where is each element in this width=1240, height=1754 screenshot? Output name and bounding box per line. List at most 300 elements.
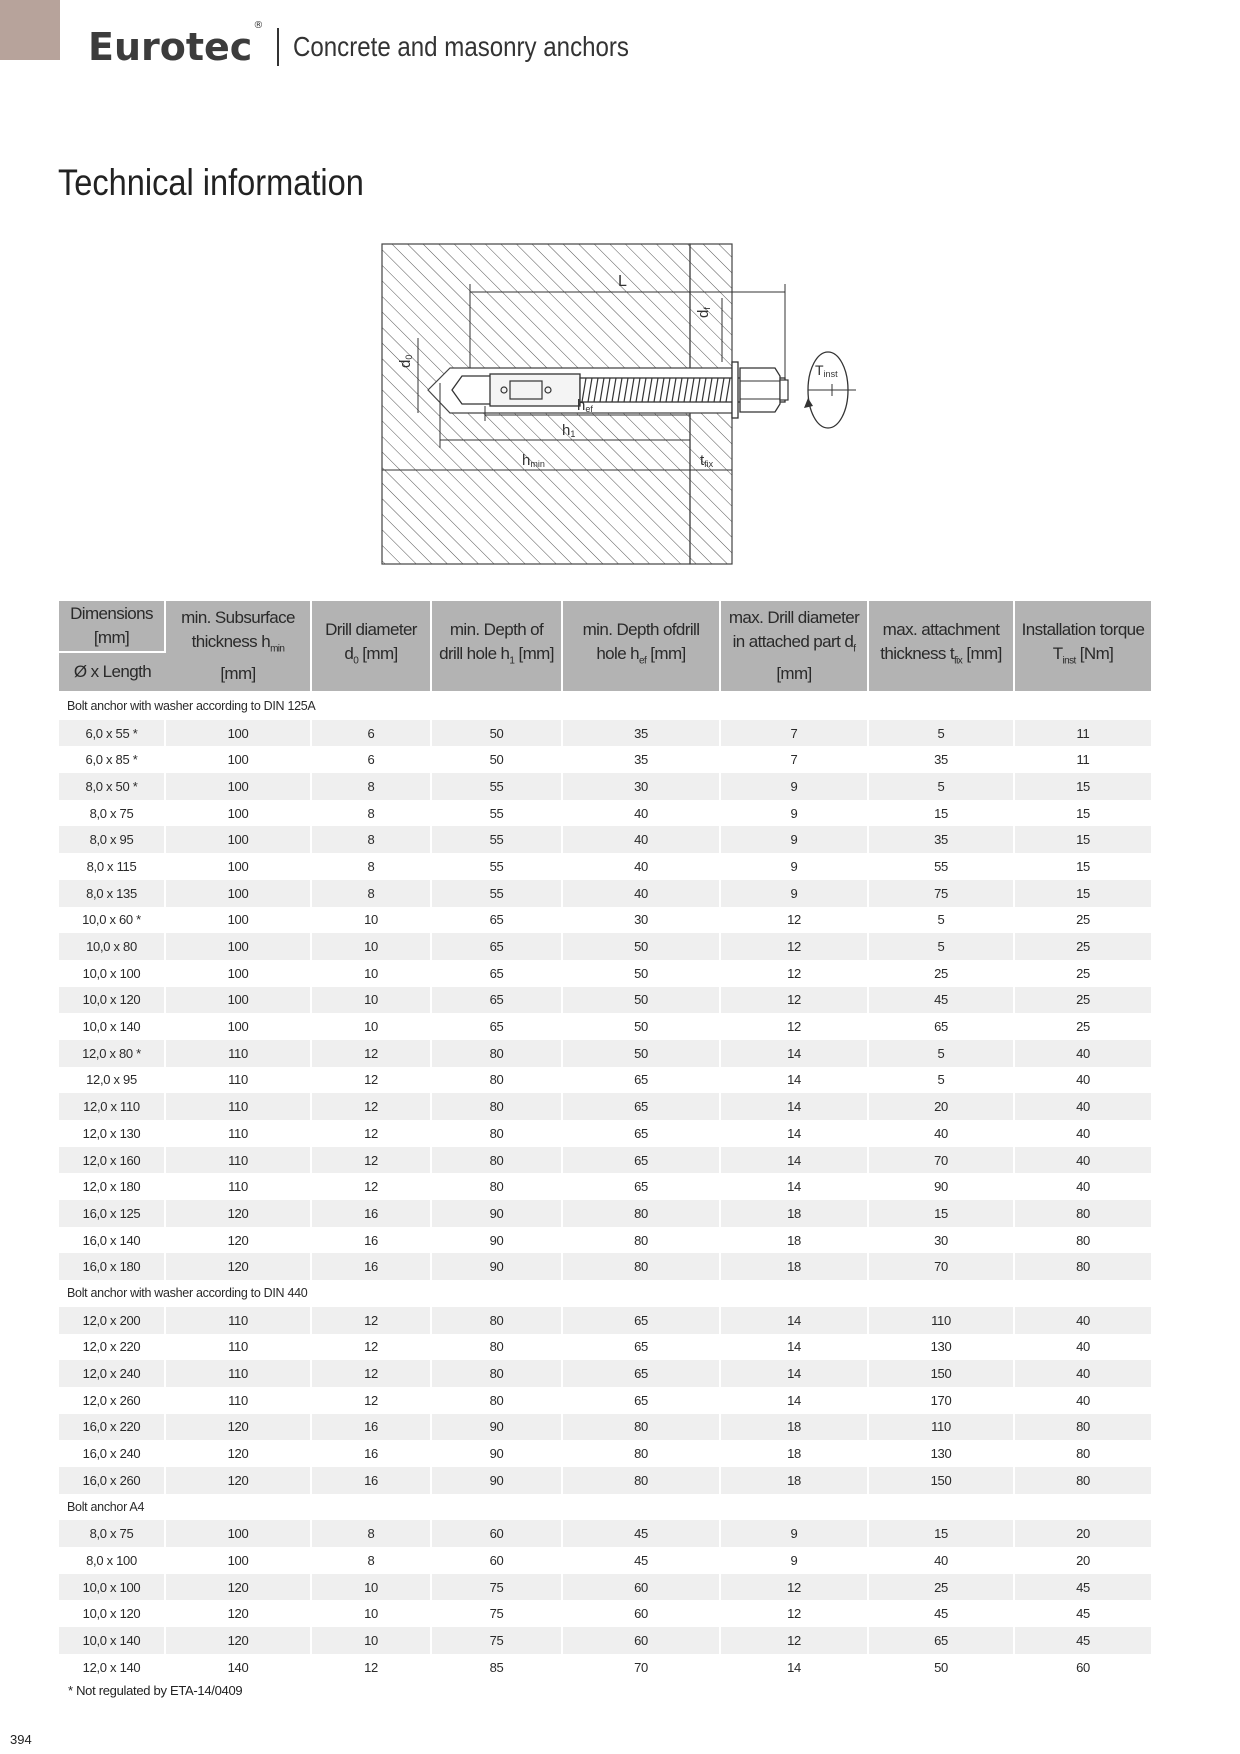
cell-max-attachment-thickness: 15	[869, 1520, 1015, 1547]
cell-effective-depth: 65	[563, 1334, 721, 1361]
cell-installation-torque: 45	[1076, 1606, 1090, 1622]
cell-max-drill-diameter: 14	[721, 1307, 869, 1334]
cell-max-drill-diameter: 18	[721, 1467, 869, 1494]
cell-drill-hole-depth: 60	[432, 1520, 563, 1547]
cell-max-drill-diameter: 14	[721, 1067, 869, 1094]
cell-max-attachment-thickness: 5	[869, 907, 1015, 934]
cell-effective-depth: 70	[563, 1654, 721, 1681]
cell-effective-depth: 60	[563, 1600, 721, 1627]
cell-subsurface-thickness: 140	[166, 1654, 312, 1681]
cell-drill-diameter: 8	[312, 853, 432, 880]
cell-dimension: 8,0 x 75	[59, 1520, 166, 1547]
cell-drill-hole-depth: 65	[432, 933, 563, 960]
table-row	[59, 1040, 1151, 1067]
cell-drill-diameter: 16	[312, 1253, 432, 1280]
cell-max-drill-diameter: 14	[721, 1093, 869, 1120]
cell-max-drill-diameter: 9	[721, 826, 869, 853]
cell-dimension: 16,0 x 140	[59, 1227, 166, 1254]
cell-drill-diameter: 12	[312, 1147, 432, 1174]
cell-max-drill-diameter: 12	[721, 1600, 869, 1627]
cell-installation-torque: 40	[1076, 1339, 1090, 1355]
cell-dimension: 16,0 x 125	[59, 1200, 166, 1227]
cell-max-attachment-thickness: 5	[869, 720, 1015, 747]
cell-effective-depth: 50	[563, 987, 721, 1014]
cell-drill-diameter: 12	[312, 1307, 432, 1334]
cell-subsurface-thickness: 110	[166, 1067, 312, 1094]
cell-dimension: 8,0 x 115	[59, 853, 166, 880]
cell-max-drill-diameter: 14	[721, 1387, 869, 1414]
section-title: Bolt anchor with washer according to DIN 440	[59, 1280, 1151, 1307]
cell-effective-depth: 40	[563, 880, 721, 907]
page-title: Technical information	[58, 162, 364, 203]
cell-max-attachment-thickness: 30	[869, 1227, 1015, 1254]
cell-installation-torque: 40	[1015, 1040, 1151, 1067]
page-number: 394	[10, 1732, 32, 1747]
cell-max-attachment-thickness: 75	[869, 880, 1015, 907]
cell-max-drill-diameter: 9	[721, 773, 869, 800]
cell-dimension: 6,0 x 55 *	[59, 720, 166, 747]
cell-drill-hole-depth: 65	[432, 960, 563, 987]
brand-color-block	[0, 0, 60, 60]
cell-dimension: 10,0 x 100	[59, 960, 166, 987]
cell-effective-depth: 50	[563, 1040, 721, 1067]
cell-max-drill-diameter: 14	[721, 1120, 869, 1147]
cell-subsurface-thickness: 120	[166, 1600, 312, 1627]
table-row	[59, 720, 1151, 747]
cell-max-attachment-thickness: 40	[869, 1547, 1015, 1574]
cell-drill-diameter: 12	[312, 1067, 432, 1094]
hex-nut	[740, 368, 780, 412]
cell-installation-torque: 80	[1015, 1467, 1151, 1494]
cell-drill-hole-depth: 90	[432, 1414, 563, 1441]
cell-effective-depth: 65	[563, 1307, 721, 1334]
label-hef: hef	[577, 397, 593, 414]
table-row	[59, 1173, 1151, 1200]
table-row	[59, 1387, 1151, 1414]
header-divider	[277, 28, 279, 66]
cell-drill-hole-depth: 75	[432, 1600, 563, 1627]
cell-drill-diameter: 12	[312, 1654, 432, 1681]
cell-max-drill-diameter: 18	[721, 1440, 869, 1467]
table-row	[59, 1520, 1151, 1547]
cell-subsurface-thickness: 120	[166, 1200, 312, 1227]
cell-max-attachment-thickness: 150	[869, 1467, 1015, 1494]
cell-effective-depth: 30	[563, 907, 721, 934]
cell-drill-diameter: 10	[312, 907, 432, 934]
cell-drill-hole-depth: 55	[432, 880, 563, 907]
cell-drill-diameter: 10	[312, 1574, 432, 1601]
cell-dimension: 12,0 x 130	[59, 1120, 166, 1147]
cell-effective-depth: 50	[563, 933, 721, 960]
cell-drill-diameter: 16	[312, 1467, 432, 1494]
cell-subsurface-thickness: 100	[166, 907, 312, 934]
cell-max-attachment-thickness: 40	[869, 1120, 1015, 1147]
cell-drill-diameter: 6	[312, 746, 432, 773]
cell-effective-depth: 60	[563, 1574, 721, 1601]
cell-drill-hole-depth: 55	[432, 853, 563, 880]
cell-effective-depth: 80	[563, 1253, 721, 1280]
cell-max-attachment-thickness: 5	[869, 773, 1015, 800]
cell-effective-depth: 50	[563, 1013, 721, 1040]
cell-max-attachment-thickness: 55	[869, 853, 1015, 880]
header	[88, 22, 684, 72]
cell-installation-torque: 40	[1076, 1179, 1090, 1195]
cell-dimension: 16,0 x 220	[59, 1414, 166, 1441]
cell-subsurface-thickness: 110	[166, 1387, 312, 1414]
cell-dimension: 16,0 x 260	[59, 1467, 166, 1494]
cell-installation-torque: 15	[1015, 880, 1151, 907]
cell-drill-diameter: 10	[312, 1627, 432, 1654]
table-body	[59, 693, 1151, 1680]
brand-logo: Eurotec®	[88, 20, 264, 69]
cell-subsurface-thickness: 100	[166, 1013, 312, 1040]
cell-installation-torque: 11	[1076, 752, 1090, 768]
table-row	[59, 1067, 1151, 1094]
cell-drill-diameter: 10	[312, 1013, 432, 1040]
cell-installation-torque: 40	[1015, 1360, 1151, 1387]
cell-max-attachment-thickness: 5	[869, 1040, 1015, 1067]
cell-max-attachment-thickness: 25	[869, 960, 1015, 987]
cell-dimension: 12,0 x 80 *	[59, 1040, 166, 1067]
table-row	[59, 1334, 1151, 1361]
cell-dimension: 10,0 x 140	[59, 1013, 166, 1040]
cell-drill-hole-depth: 80	[432, 1093, 563, 1120]
cell-drill-diameter: 10	[312, 987, 432, 1014]
cell-max-drill-diameter: 14	[721, 1334, 869, 1361]
cell-effective-depth: 65	[563, 1173, 721, 1200]
label-df: df	[695, 307, 712, 318]
cell-effective-depth: 65	[563, 1360, 721, 1387]
header-drill-diameter: Drill diameter $d_0$ [mm]	[312, 601, 432, 693]
cell-drill-diameter: 12	[312, 1387, 432, 1414]
cell-dimension: 8,0 x 75	[59, 800, 166, 827]
label-hmin: hmin	[522, 452, 545, 469]
table-row	[59, 1440, 1151, 1467]
cell-drill-diameter: 16	[312, 1227, 432, 1254]
cell-installation-torque: 25	[1015, 933, 1151, 960]
header-diameter-length: Ø x Length	[59, 653, 166, 693]
header-installation-torque: Installation torque $T_{inst}$ [Nm]	[1015, 601, 1151, 693]
cell-effective-depth: 45	[563, 1547, 721, 1574]
cell-max-drill-diameter: 9	[721, 880, 869, 907]
cell-installation-torque: 11	[1015, 720, 1151, 747]
cell-subsurface-thickness: 100	[166, 880, 312, 907]
cell-dimension: 12,0 x 160	[59, 1147, 166, 1174]
cell-max-drill-diameter: 18	[721, 1414, 869, 1441]
header-max-attachment: max. attachment thickness $t_{fix}$ [mm]	[869, 601, 1015, 693]
cell-installation-torque: 80	[1076, 1446, 1090, 1462]
cell-effective-depth: 30	[563, 773, 721, 800]
cell-drill-diameter: 12	[312, 1093, 432, 1120]
table-row	[59, 1253, 1151, 1280]
cell-dimension: 12,0 x 220	[59, 1334, 166, 1361]
table-row	[59, 1547, 1151, 1574]
table-row	[59, 773, 1151, 800]
cell-subsurface-thickness: 110	[166, 1093, 312, 1120]
cell-drill-diameter: 8	[312, 1520, 432, 1547]
cell-dimension: 12,0 x 240	[59, 1360, 166, 1387]
table-row	[59, 1467, 1151, 1494]
cell-max-attachment-thickness: 35	[869, 746, 1015, 773]
cell-max-attachment-thickness: 65	[869, 1627, 1015, 1654]
cell-subsurface-thickness: 110	[166, 1120, 312, 1147]
cell-installation-torque: 45	[1015, 1574, 1151, 1601]
cell-subsurface-thickness: 100	[166, 933, 312, 960]
cell-installation-torque: 40	[1015, 1147, 1151, 1174]
header-subtitle: Concrete and masonry anchors	[293, 31, 630, 62]
cell-subsurface-thickness: 100	[166, 1547, 312, 1574]
cell-installation-torque: 40	[1076, 1125, 1090, 1141]
cell-installation-torque: 15	[1076, 805, 1090, 821]
cell-subsurface-thickness: 100	[166, 800, 312, 827]
table-row	[59, 1093, 1151, 1120]
cell-effective-depth: 80	[563, 1467, 721, 1494]
cell-max-attachment-thickness: 70	[869, 1253, 1015, 1280]
cell-installation-torque: 40	[1015, 1093, 1151, 1120]
header-subsurface: min. Subsurface thickness $h_{min}$ [mm]	[166, 601, 312, 693]
cell-drill-diameter: 16	[312, 1414, 432, 1441]
cell-subsurface-thickness: 120	[166, 1253, 312, 1280]
table-row	[59, 1574, 1151, 1601]
cell-drill-hole-depth: 80	[432, 1360, 563, 1387]
table-row	[59, 826, 1151, 853]
cell-max-drill-diameter: 12	[721, 1574, 869, 1601]
cell-drill-diameter: 6	[312, 720, 432, 747]
cell-drill-diameter: 10	[312, 933, 432, 960]
cell-dimension: 10,0 x 60 *	[59, 907, 166, 934]
cell-dimension: 12,0 x 110	[59, 1093, 166, 1120]
cell-dimension: 10,0 x 80	[59, 933, 166, 960]
cell-max-drill-diameter: 12	[721, 1013, 869, 1040]
header-depth-ef: min. Depth ofdrill hole $h_{ef}$ [mm]	[563, 601, 721, 693]
cell-drill-hole-depth: 65	[432, 907, 563, 934]
cell-installation-torque: 15	[1076, 858, 1090, 874]
cell-subsurface-thickness: 110	[166, 1147, 312, 1174]
cell-subsurface-thickness: 120	[166, 1227, 312, 1254]
cell-drill-hole-depth: 75	[432, 1627, 563, 1654]
table-row	[59, 1120, 1151, 1147]
anchor-cone	[452, 376, 495, 404]
section-header	[59, 1494, 1151, 1521]
cell-max-drill-diameter: 12	[721, 907, 869, 934]
table-row	[59, 1600, 1151, 1627]
cell-effective-depth: 65	[563, 1093, 721, 1120]
cell-drill-hole-depth: 90	[432, 1253, 563, 1280]
section-header	[59, 693, 1151, 720]
cell-installation-torque: 80	[1015, 1253, 1151, 1280]
cell-subsurface-thickness: 100	[166, 1520, 312, 1547]
section-header	[59, 1280, 1151, 1307]
cell-installation-torque: 40	[1015, 1307, 1151, 1334]
table-row	[59, 1627, 1151, 1654]
cell-max-drill-diameter: 12	[721, 987, 869, 1014]
cell-effective-depth: 65	[563, 1147, 721, 1174]
cell-installation-torque: 80	[1076, 1232, 1090, 1248]
cell-effective-depth: 65	[563, 1387, 721, 1414]
cell-installation-torque: 20	[1076, 1552, 1090, 1568]
cell-subsurface-thickness: 120	[166, 1467, 312, 1494]
cell-drill-diameter: 10	[312, 960, 432, 987]
label-tfix: tfix	[700, 452, 714, 469]
cell-drill-hole-depth: 55	[432, 826, 563, 853]
table-row	[59, 1414, 1151, 1441]
cell-drill-hole-depth: 50	[432, 720, 563, 747]
cell-max-attachment-thickness: 15	[869, 1200, 1015, 1227]
cell-drill-hole-depth: 65	[432, 987, 563, 1014]
section-title: Bolt anchor with washer according to DIN 125A	[59, 693, 1151, 720]
cell-installation-torque: 60	[1076, 1659, 1090, 1675]
cell-effective-depth: 45	[563, 1520, 721, 1547]
label-tinst: Tinst	[815, 362, 838, 379]
cell-max-drill-diameter: 7	[721, 746, 869, 773]
cell-dimension: 16,0 x 240	[59, 1440, 166, 1467]
cell-subsurface-thickness: 120	[166, 1574, 312, 1601]
cell-effective-depth: 35	[563, 720, 721, 747]
cell-dimension: 10,0 x 100	[59, 1574, 166, 1601]
cell-max-attachment-thickness: 70	[869, 1147, 1015, 1174]
cell-dimension: 12,0 x 180	[59, 1173, 166, 1200]
table-row	[59, 1654, 1151, 1681]
cell-drill-hole-depth: 85	[432, 1654, 563, 1681]
cell-subsurface-thickness: 120	[166, 1627, 312, 1654]
cell-drill-hole-depth: 90	[432, 1227, 563, 1254]
cell-effective-depth: 80	[563, 1414, 721, 1441]
cell-max-drill-diameter: 9	[721, 1520, 869, 1547]
cell-effective-depth: 60	[563, 1627, 721, 1654]
cell-max-attachment-thickness: 25	[869, 1574, 1015, 1601]
cell-installation-torque: 40	[1076, 1392, 1090, 1408]
cell-effective-depth: 80	[563, 1440, 721, 1467]
cell-max-attachment-thickness: 110	[869, 1307, 1015, 1334]
cell-drill-diameter: 12	[312, 1360, 432, 1387]
table-row	[59, 960, 1151, 987]
cell-subsurface-thickness: 120	[166, 1414, 312, 1441]
cell-max-drill-diameter: 9	[721, 853, 869, 880]
cell-installation-torque: 25	[1076, 965, 1090, 981]
cell-drill-hole-depth: 75	[432, 1574, 563, 1601]
cell-drill-hole-depth: 80	[432, 1307, 563, 1334]
cell-max-drill-diameter: 14	[721, 1360, 869, 1387]
table-row	[59, 1307, 1151, 1334]
cell-drill-diameter: 12	[312, 1173, 432, 1200]
cell-drill-hole-depth: 80	[432, 1334, 563, 1361]
cell-drill-diameter: 16	[312, 1440, 432, 1467]
table-row	[59, 933, 1151, 960]
cell-subsurface-thickness: 110	[166, 1360, 312, 1387]
cell-max-attachment-thickness: 50	[869, 1654, 1015, 1681]
cell-max-attachment-thickness: 5	[869, 933, 1015, 960]
cell-installation-torque: 40	[1076, 1072, 1090, 1088]
cell-dimension: 10,0 x 140	[59, 1627, 166, 1654]
cell-max-drill-diameter: 14	[721, 1654, 869, 1681]
cell-dimension: 10,0 x 120	[59, 1600, 166, 1627]
table-row	[59, 746, 1151, 773]
cell-max-drill-diameter: 18	[721, 1253, 869, 1280]
cell-drill-diameter: 10	[312, 1600, 432, 1627]
cell-drill-diameter: 8	[312, 800, 432, 827]
cell-subsurface-thickness: 100	[166, 773, 312, 800]
table-row	[59, 880, 1151, 907]
label-d0: d0	[397, 354, 414, 368]
cell-effective-depth: 40	[563, 853, 721, 880]
cell-effective-depth: 40	[563, 826, 721, 853]
cell-drill-hole-depth: 80	[432, 1387, 563, 1414]
cell-drill-hole-depth: 80	[432, 1147, 563, 1174]
cell-max-attachment-thickness: 130	[869, 1440, 1015, 1467]
cell-subsurface-thickness: 120	[166, 1440, 312, 1467]
cell-dimension: 8,0 x 95	[59, 826, 166, 853]
cell-max-drill-diameter: 9	[721, 800, 869, 827]
technical-data-table	[59, 601, 1151, 1680]
cell-drill-diameter: 8	[312, 773, 432, 800]
cell-max-drill-diameter: 12	[721, 1627, 869, 1654]
cell-drill-diameter: 16	[312, 1200, 432, 1227]
cell-drill-hole-depth: 90	[432, 1467, 563, 1494]
cell-drill-hole-depth: 80	[432, 1040, 563, 1067]
cell-installation-torque: 25	[1076, 1019, 1090, 1035]
cell-dimension: 8,0 x 100	[59, 1547, 166, 1574]
footnote: * Not regulated by ETA-14/0409	[68, 1683, 243, 1698]
cell-installation-torque: 25	[1076, 912, 1090, 928]
cell-subsurface-thickness: 100	[166, 826, 312, 853]
cell-installation-torque: 20	[1015, 1520, 1151, 1547]
cell-max-attachment-thickness: 15	[869, 800, 1015, 827]
table-row	[59, 853, 1151, 880]
cell-max-drill-diameter: 12	[721, 960, 869, 987]
cell-effective-depth: 80	[563, 1227, 721, 1254]
cell-subsurface-thickness: 110	[166, 1334, 312, 1361]
header-max-drill-diameter: max. Drill diameter in attached part $d_f$ [mm]	[721, 601, 869, 693]
table-row	[59, 1200, 1151, 1227]
cell-drill-diameter: 12	[312, 1040, 432, 1067]
table-row	[59, 907, 1151, 934]
cell-installation-torque: 25	[1015, 987, 1151, 1014]
cell-drill-hole-depth: 90	[432, 1200, 563, 1227]
cell-max-drill-diameter: 14	[721, 1147, 869, 1174]
cell-dimension: 6,0 x 85 *	[59, 746, 166, 773]
cell-subsurface-thickness: 100	[166, 987, 312, 1014]
cell-drill-hole-depth: 80	[432, 1173, 563, 1200]
cell-drill-hole-depth: 60	[432, 1547, 563, 1574]
cell-drill-hole-depth: 80	[432, 1067, 563, 1094]
table-row	[59, 1360, 1151, 1387]
cell-subsurface-thickness: 100	[166, 720, 312, 747]
cell-effective-depth: 35	[563, 746, 721, 773]
cell-subsurface-thickness: 100	[166, 746, 312, 773]
table-row	[59, 1147, 1151, 1174]
cell-installation-torque: 15	[1015, 826, 1151, 853]
cell-dimension: 10,0 x 120	[59, 987, 166, 1014]
cell-effective-depth: 50	[563, 960, 721, 987]
cell-installation-torque: 80	[1015, 1414, 1151, 1441]
cell-drill-diameter: 8	[312, 1547, 432, 1574]
cell-max-attachment-thickness: 170	[869, 1387, 1015, 1414]
cell-dimension: 8,0 x 135	[59, 880, 166, 907]
cell-max-attachment-thickness: 65	[869, 1013, 1015, 1040]
cell-installation-torque: 45	[1015, 1627, 1151, 1654]
cell-max-drill-diameter: 9	[721, 1547, 869, 1574]
cell-drill-diameter: 12	[312, 1120, 432, 1147]
washer	[732, 362, 738, 418]
cell-effective-depth: 65	[563, 1120, 721, 1147]
cell-subsurface-thickness: 110	[166, 1307, 312, 1334]
cell-installation-torque: 80	[1015, 1200, 1151, 1227]
cell-drill-hole-depth: 90	[432, 1440, 563, 1467]
cell-drill-diameter: 12	[312, 1334, 432, 1361]
cell-dimension: 16,0 x 180	[59, 1253, 166, 1280]
cell-max-drill-diameter: 7	[721, 720, 869, 747]
cell-drill-diameter: 8	[312, 826, 432, 853]
